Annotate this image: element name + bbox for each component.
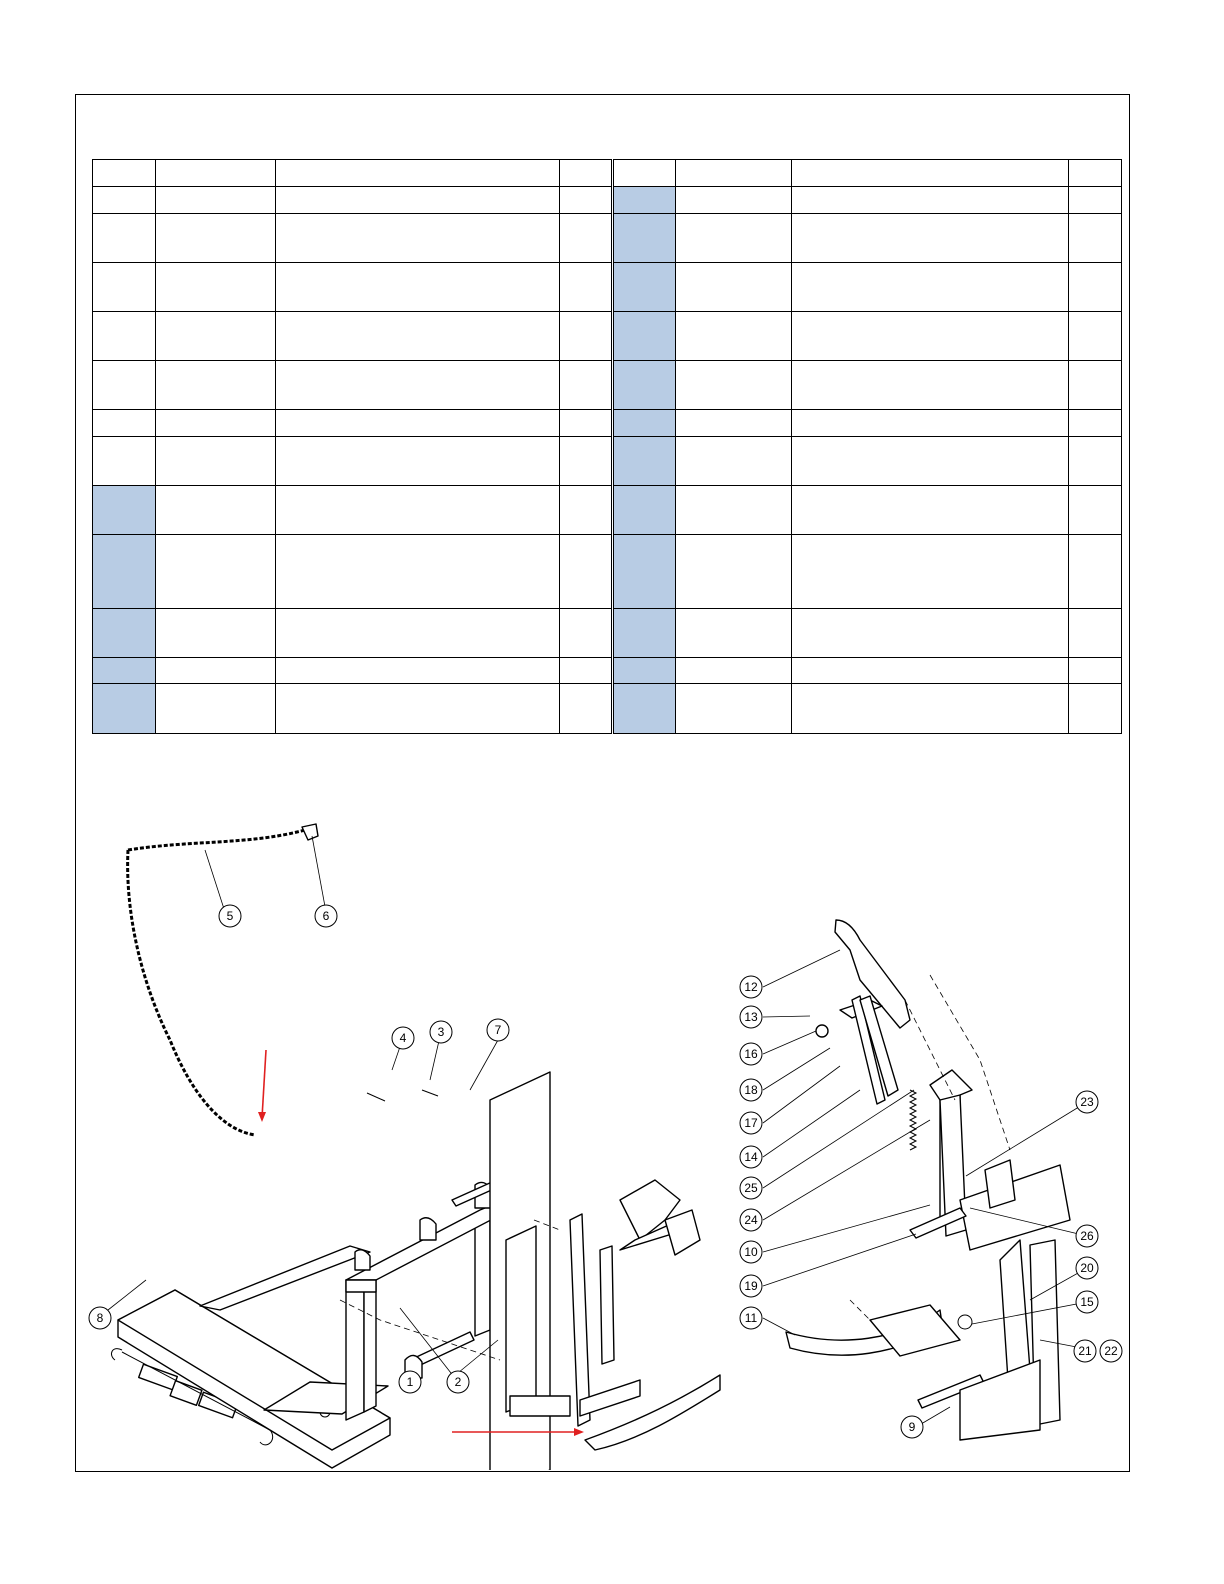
callout-number: 7 (494, 1023, 502, 1037)
parts-row-left (93, 486, 612, 535)
parts-row-right (614, 410, 1122, 437)
callout-number: 22 (1104, 1344, 1118, 1358)
parts-row-right (614, 437, 1122, 486)
parts-cell (156, 658, 276, 684)
parts-cell (792, 263, 1069, 312)
callout-25 (740, 1177, 762, 1199)
parts-cell (276, 410, 560, 437)
parts-cell (1069, 535, 1122, 609)
callout-18 (740, 1079, 762, 1101)
parts-row-right (614, 535, 1122, 609)
parts-cell (156, 312, 276, 361)
parts-cell (614, 658, 676, 684)
parts-cell (1069, 486, 1122, 535)
parts-table-right (613, 159, 1122, 734)
parts-cell (93, 361, 156, 410)
parts-row-left (93, 312, 612, 361)
callout-number: 2 (454, 1375, 462, 1389)
parts-cell (792, 658, 1069, 684)
red-arrow-1 (262, 1050, 266, 1118)
parts-cell (276, 535, 560, 609)
callout-1 (399, 1371, 421, 1393)
parts-row-left (93, 263, 612, 312)
parts-cell (792, 187, 1069, 214)
parts-cell (560, 160, 612, 187)
parts-cell (792, 410, 1069, 437)
callout-number: 13 (744, 1010, 758, 1024)
callout-16 (740, 1043, 762, 1065)
parts-cell (792, 214, 1069, 263)
parts-cell (276, 658, 560, 684)
callout-number: 8 (96, 1311, 104, 1325)
callout-22 (1100, 1340, 1122, 1362)
parts-cell (93, 187, 156, 214)
parts-table-left (92, 159, 612, 734)
parts-cell (676, 160, 792, 187)
parts-cell (676, 312, 792, 361)
parts-cell (676, 187, 792, 214)
parts-cell (560, 486, 612, 535)
parts-cell (156, 160, 276, 187)
parts-cell (156, 361, 276, 410)
callout-number: 21 (1078, 1344, 1092, 1358)
parts-cell (1069, 684, 1122, 734)
parts-row-left (93, 437, 612, 486)
parts-cell (560, 410, 612, 437)
parts-cell (93, 535, 156, 609)
parts-cell (676, 486, 792, 535)
parts-cell (614, 437, 676, 486)
callout-8 (89, 1307, 111, 1329)
callout-number: 4 (399, 1031, 407, 1045)
parts-cell (560, 187, 612, 214)
callout-number: 24 (744, 1213, 758, 1227)
parts-row-right (614, 684, 1122, 734)
callout-9 (901, 1416, 923, 1438)
callout-4 (392, 1027, 414, 1049)
parts-cell (560, 535, 612, 609)
parts-cell (156, 410, 276, 437)
lift-arm (570, 1214, 590, 1426)
parts-cell (792, 312, 1069, 361)
parts-row-left (93, 410, 612, 437)
parts-row-left (93, 535, 612, 609)
parts-cell (676, 361, 792, 410)
parts-cell (676, 658, 792, 684)
callout-12 (740, 976, 762, 998)
callout-number: 3 (437, 1025, 445, 1039)
parts-cell (560, 684, 612, 734)
parts-cell (560, 214, 612, 263)
callout-21 (1074, 1340, 1096, 1362)
chain-hook (302, 824, 318, 840)
parts-cell (93, 609, 156, 658)
parts-cell (276, 684, 560, 734)
parts-row-right (614, 187, 1122, 214)
callout-number: 23 (1080, 1095, 1094, 1109)
parts-row-left (93, 160, 612, 187)
parts-cell (276, 160, 560, 187)
parts-cell (614, 486, 676, 535)
parts-cell (560, 312, 612, 361)
parts-cell (156, 437, 276, 486)
callout-number: 15 (1080, 1295, 1094, 1309)
parts-cell (276, 486, 560, 535)
curved-rail (585, 1375, 720, 1450)
parts-cell (93, 684, 156, 734)
callout-24 (740, 1209, 762, 1231)
parts-cell (93, 160, 156, 187)
callout-number: 11 (744, 1311, 758, 1325)
parts-cell (614, 609, 676, 658)
callout-7 (487, 1019, 509, 1041)
parts-cell (614, 160, 676, 187)
parts-cell (156, 187, 276, 214)
callout-number: 26 (1080, 1229, 1094, 1243)
callout-5 (219, 905, 241, 927)
parts-cell (792, 535, 1069, 609)
parts-cell (93, 214, 156, 263)
right-assembly (786, 920, 1070, 1440)
parts-cell (1069, 361, 1122, 410)
parts-cell (614, 361, 676, 410)
callout-26 (1076, 1225, 1098, 1247)
parts-cell (93, 263, 156, 312)
parts-row-right (614, 361, 1122, 410)
parts-cell (1069, 609, 1122, 658)
parts-cell (676, 535, 792, 609)
parts-cell (156, 486, 276, 535)
parts-cell (93, 486, 156, 535)
parts-cell (614, 312, 676, 361)
callout-number: 10 (744, 1245, 758, 1259)
callout-2 (447, 1371, 469, 1393)
callout-number: 18 (744, 1083, 758, 1097)
parts-row-left (93, 214, 612, 263)
parts-cell (1069, 658, 1122, 684)
parts-cell (560, 609, 612, 658)
parts-cell (93, 410, 156, 437)
exploded-assembly-drawing (80, 800, 1140, 1470)
parts-row-right (614, 486, 1122, 535)
parts-cell (614, 684, 676, 734)
parts-cell (560, 437, 612, 486)
parts-cell (1069, 312, 1122, 361)
parts-cell (276, 437, 560, 486)
parts-cell (792, 361, 1069, 410)
parts-cell (792, 160, 1069, 187)
callout-number: 16 (744, 1047, 758, 1061)
parts-cell (792, 486, 1069, 535)
parts-cell (276, 312, 560, 361)
parts-cell (614, 263, 676, 312)
callout-13 (740, 1006, 762, 1028)
parts-cell (93, 437, 156, 486)
parts-cell (676, 263, 792, 312)
parts-cell (614, 535, 676, 609)
parts-row-right (614, 312, 1122, 361)
callout-number: 14 (744, 1150, 758, 1164)
callout-10 (740, 1241, 762, 1263)
parts-cell (676, 437, 792, 486)
callout-11 (740, 1307, 762, 1329)
parts-row-right (614, 214, 1122, 263)
parts-row-right (614, 160, 1122, 187)
parts-cell (1069, 187, 1122, 214)
callout-number: 6 (322, 909, 330, 923)
callout-17 (740, 1112, 762, 1134)
parts-row-left (93, 684, 612, 734)
parts-cell (93, 658, 156, 684)
chain (128, 830, 305, 1135)
callout-number: 17 (744, 1116, 758, 1130)
parts-cell (1069, 214, 1122, 263)
parts-cell (560, 361, 612, 410)
parts-cell (792, 437, 1069, 486)
callout-15 (1076, 1291, 1098, 1313)
parts-cell (676, 609, 792, 658)
parts-cell (156, 535, 276, 609)
callout-number: 25 (744, 1181, 758, 1195)
callout-14 (740, 1146, 762, 1168)
parts-cell (156, 214, 276, 263)
parts-cell (1069, 410, 1122, 437)
parts-row-right (614, 609, 1122, 658)
parts-cell (676, 410, 792, 437)
parts-cell (156, 263, 276, 312)
parts-row-left (93, 187, 612, 214)
parts-row-left (93, 361, 612, 410)
parts-row-right (614, 658, 1122, 684)
parts-cell (614, 410, 676, 437)
parts-cell (156, 684, 276, 734)
callout-23 (1076, 1091, 1098, 1113)
parts-cell (93, 312, 156, 361)
parts-cell (276, 187, 560, 214)
parts-cell (1069, 263, 1122, 312)
parts-cell (276, 214, 560, 263)
parts-row-left (93, 658, 612, 684)
parts-cell (560, 658, 612, 684)
parts-row-right (614, 263, 1122, 312)
parts-cell (560, 263, 612, 312)
parts-cell (1069, 437, 1122, 486)
callout-number: 19 (744, 1279, 758, 1293)
callout-number: 12 (744, 980, 758, 994)
parts-cell (276, 263, 560, 312)
parts-cell (792, 609, 1069, 658)
callout-number: 1 (406, 1375, 414, 1389)
callout-20 (1076, 1257, 1098, 1279)
parts-cell (676, 214, 792, 263)
callout-6 (315, 905, 337, 927)
parts-cell (276, 609, 560, 658)
callout-19 (740, 1275, 762, 1297)
callout-3 (430, 1021, 452, 1043)
parts-cell (156, 609, 276, 658)
parts-cell (1069, 160, 1122, 187)
callout-number: 20 (1080, 1261, 1094, 1275)
parts-cell (676, 684, 792, 734)
parts-row-left (93, 609, 612, 658)
callout-number: 9 (908, 1420, 916, 1434)
parts-cell (614, 214, 676, 263)
parts-cell (614, 187, 676, 214)
callout-number: 5 (226, 909, 234, 923)
parts-cell (276, 361, 560, 410)
parts-cell (792, 684, 1069, 734)
